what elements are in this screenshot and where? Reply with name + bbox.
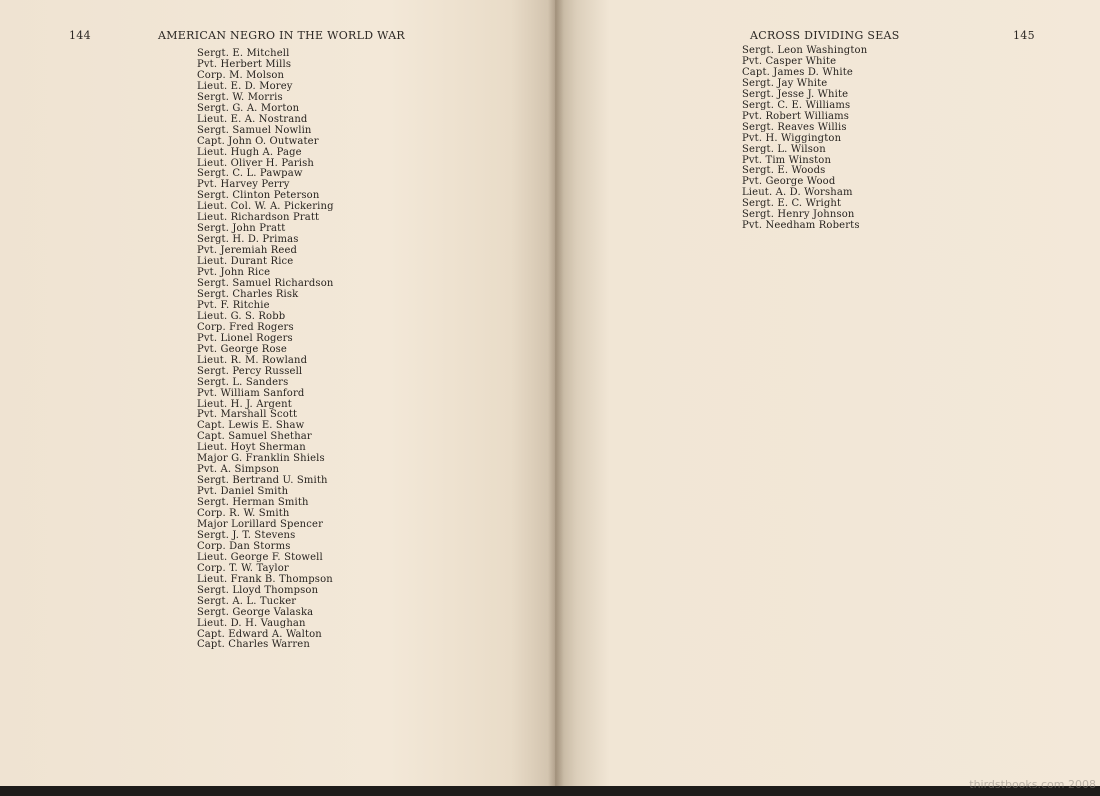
name-entry: Sergt. Jay White [742, 77, 828, 89]
name-entry: Capt. Edward A. Walton [197, 628, 322, 640]
name-entry: Sergt. Samuel Nowlin [197, 124, 312, 136]
name-entry: Pvt. Herbert Mills [197, 58, 292, 70]
left-page-number: 144 [69, 29, 91, 42]
name-entry: Lieut. E. D. Morey [197, 80, 293, 92]
name-entry: Lieut. E. A. Nostrand [197, 113, 308, 125]
name-entry: Lieut. Hoyt Sherman [197, 442, 306, 454]
name-entry: Corp. Dan Storms [197, 540, 291, 552]
name-entry: Pvt. Jeremiah Reed [197, 245, 298, 257]
scan-bottom-edge [0, 786, 1100, 796]
name-entry: Lieut. D. H. Vaughan [197, 617, 306, 629]
name-entry: Lieut. Richardson Pratt [197, 212, 320, 224]
name-entry: Lieut. R. M. Rowland [197, 354, 308, 366]
name-entry: Sergt. E. Mitchell [197, 48, 290, 59]
right-name-list [742, 46, 867, 232]
name-entry: Lieut. Hugh A. Page [197, 146, 302, 158]
name-entry: Sergt. E. C. Wright [742, 198, 842, 210]
name-entry: Capt. Samuel Shethar [197, 431, 312, 443]
name-entry: Corp. Fred Rogers [197, 321, 294, 333]
name-entry: Lieut. George F. Stowell [197, 551, 323, 563]
name-entry: Lieut. H. J. Argent [197, 398, 292, 410]
name-entry: Pvt. Daniel Smith [197, 486, 289, 498]
name-entry: Sergt. John Pratt [197, 223, 286, 235]
name-entry: Sergt. A. L. Tucker [197, 595, 297, 607]
name-entry: Sergt. J. T. Stevens [197, 529, 296, 541]
name-entry: Lieut. Durant Rice [197, 256, 294, 268]
name-entry: Sergt. L. Wilson [742, 143, 826, 155]
name-entry: Capt. James D. White [742, 66, 853, 78]
name-entry: Pvt. Robert Williams [742, 110, 850, 122]
name-entry: Sergt. W. Morris [197, 91, 283, 103]
name-entry: Sergt. Charles Risk [197, 288, 299, 300]
name-entry: Pvt. George Wood [742, 176, 836, 188]
name-entry: Capt. John O. Outwater [197, 135, 319, 147]
name-entry: Sergt. G. A. Morton [197, 102, 300, 114]
name-entry: Pvt. George Rose [197, 343, 287, 355]
name-entry: Lieut. Col. W. A. Pickering [197, 201, 334, 213]
left-name-list [197, 49, 334, 651]
name-entry: Pvt. Needham Roberts [742, 220, 860, 232]
right-page-number: 145 [1013, 29, 1035, 42]
name-entry: Sergt. Herman Smith [197, 497, 309, 509]
name-entry: Sergt. Reaves Willis [742, 121, 847, 133]
name-entry: Pvt. Tim Winston [742, 154, 832, 166]
name-entry: Major G. Franklin Shiels [197, 453, 325, 465]
name-entry: Pvt. Casper White [742, 55, 837, 67]
name-entry: Pvt. F. Ritchie [197, 299, 270, 311]
name-entry: Sergt. C. L. Pawpaw [197, 168, 303, 180]
left-running-head: AMERICAN NEGRO IN THE WORLD WAR [158, 29, 406, 42]
name-entry: Capt. Charles Warren [197, 639, 310, 651]
name-entry: Sergt. E. Woods [742, 165, 826, 177]
name-entry: Pvt. A. Simpson [197, 464, 280, 476]
name-entry: Pvt. H. Wiggington [742, 132, 842, 144]
name-entry: Major Lorillard Spencer [197, 518, 323, 530]
name-entry: Lieut. G. S. Robb [197, 310, 286, 322]
name-entry: Sergt. C. E. Williams [742, 99, 851, 111]
name-entry: Sergt. L. Sanders [197, 376, 289, 388]
name-entry: Capt. Lewis E. Shaw [197, 420, 305, 432]
name-entry: Corp. R. W. Smith [197, 508, 290, 520]
name-entry: Corp. M. Molson [197, 69, 285, 81]
name-entry: Sergt. Jesse J. White [742, 88, 849, 100]
name-entry: Sergt. Bertrand U. Smith [197, 475, 328, 487]
watermark: thirdstbooks.com 2008 [969, 778, 1096, 791]
name-entry: Lieut. Oliver H. Parish [197, 157, 315, 169]
right-running-head: ACROSS DIVIDING SEAS [750, 29, 900, 42]
name-entry: Pvt. Harvey Perry [197, 179, 290, 191]
name-entry: Pvt. Lionel Rogers [197, 332, 293, 344]
name-entry: Sergt. Clinton Peterson [197, 190, 320, 202]
name-entry: Sergt. H. D. Primas [197, 234, 299, 246]
name-entry: Sergt. Samuel Richardson [197, 278, 334, 290]
book-gutter [548, 0, 564, 786]
name-entry: Lieut. A. D. Worsham [742, 187, 853, 199]
name-entry: Pvt. John Rice [197, 267, 271, 279]
name-entry: Sergt. George Valaska [197, 606, 314, 618]
name-entry: Sergt. Percy Russell [197, 365, 303, 377]
name-entry: Pvt. Marshall Scott [197, 409, 298, 421]
name-entry: Corp. T. W. Taylor [197, 562, 289, 574]
name-entry: Sergt. Lloyd Thompson [197, 584, 319, 596]
name-entry: Sergt. Henry Johnson [742, 209, 855, 221]
name-entry: Lieut. Frank B. Thompson [197, 573, 333, 585]
name-entry: Sergt. Leon Washington [742, 45, 868, 56]
name-entry: Pvt. William Sanford [197, 387, 305, 399]
